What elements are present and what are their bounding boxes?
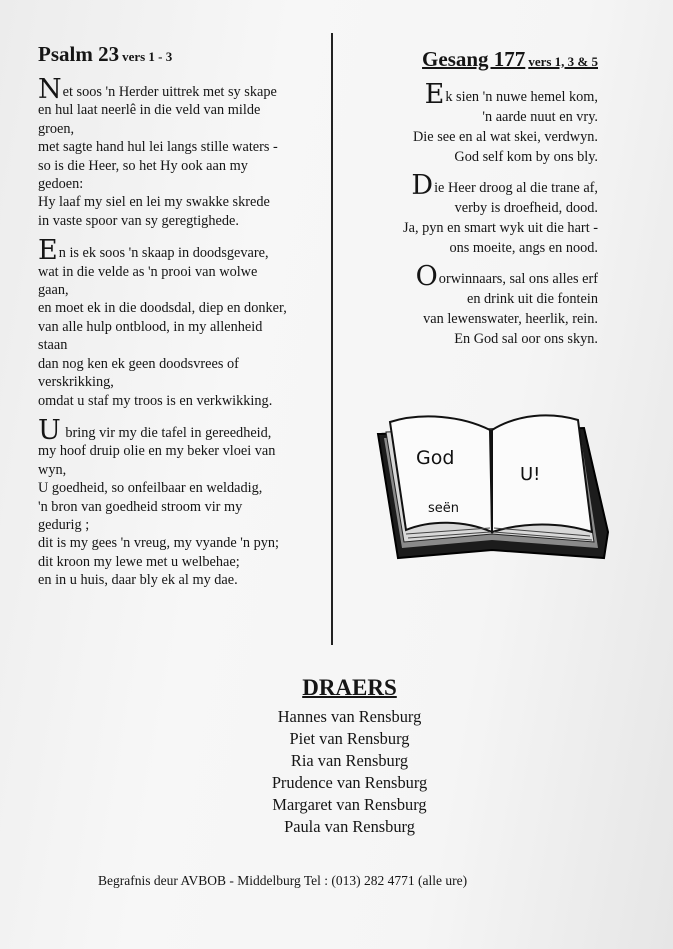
stanza-line: 'n aarde nuut en vry. (482, 109, 598, 125)
stanza-line: staan (38, 337, 68, 354)
stanza-line: Ja, pyn en smart wyk uit die hart - (403, 220, 598, 236)
stanza-first-line: et soos 'n Herder uittrek met sy skape (62, 84, 277, 100)
stanza-line: so is die Heer, so het Hy ook aan my (38, 157, 248, 174)
stanza-line: U goedheid, so onfeilbaar en weldadig, (38, 480, 263, 497)
bearers-title: DRAERS (302, 675, 397, 700)
stanza-line: omdat u staf my troos is en verkwikking. (38, 392, 273, 409)
hymn-stanza (346, 261, 598, 349)
stanza-line: met sagte hand hul lei langs stille waters - (38, 139, 278, 156)
hymn-title (346, 47, 598, 74)
stanza-line: gedurig ; (38, 516, 90, 533)
stanza-line: verby is droefheid, dood. (454, 200, 598, 216)
column-divider (331, 33, 333, 645)
dropcap-e: E (424, 79, 445, 110)
stanza-line: dit is my gees 'n vreug, my vyande 'n pyn; (38, 535, 280, 552)
stanza-line: Die see en al wat skei, verdwyn. (412, 129, 598, 145)
hymn-title-text: Gesang 177 (422, 47, 526, 71)
stanza-line: God self kom by ons bly. (454, 149, 598, 165)
bible-word-u: U! (520, 464, 541, 485)
bearers-section (0, 674, 673, 838)
stanza-line: van alle hulp ontblood, in my allenheid (38, 318, 263, 335)
stanza-line: groen, (38, 120, 75, 137)
stanza-first-line: n is ek soos 'n skaap in doodsgevare, (58, 245, 269, 262)
bearer-name: Ria van Rensburg (290, 751, 409, 770)
stanza-line: gaan, (38, 282, 69, 299)
stanza-line: verskrikking, (38, 374, 114, 391)
open-bible-illustration (372, 408, 610, 566)
stanza-line: wyn, (38, 461, 67, 478)
funeral-service-footer: Begrafnis deur AVBOB - Middelburg Tel : (013) 282 4771 (alle ure) (98, 873, 468, 888)
psalm-title (38, 42, 328, 69)
stanza-line: Hy laaf my siel en lei my swakke skrede (38, 194, 270, 211)
psalm-verses: vers 1 - 3 (122, 49, 173, 64)
stanza-line: ons moeite, angs en nood. (449, 240, 598, 256)
bible-word-god: God (416, 447, 455, 469)
bearer-name: Margaret van Rensburg (272, 795, 427, 814)
stanza-line: en moet ek in die doodsdal, diep en donker, (38, 300, 287, 317)
stanza-line: my hoof druip olie en my beker vloei van (38, 443, 276, 460)
stanza-line: 'n bron van goedheid stroom vir my (38, 498, 243, 515)
bearer-name: Prudence van Rensburg (271, 773, 428, 792)
hymn-stanza (346, 170, 598, 258)
hymn-verses: vers 1, 3 & 5 (528, 54, 598, 69)
dropcap-o: O (415, 261, 438, 292)
dropcap-d: D (411, 170, 434, 201)
stanza-line: gedoen: (38, 176, 84, 193)
stanza-line: en hul laat neerlê in die veld van milde (38, 102, 261, 119)
bible-word-seen: seën (428, 501, 460, 516)
stanza-first-line: bring vir my die tafel in gereedheid, (61, 424, 272, 441)
stanza-line: En God sal oor ons skyn. (454, 331, 598, 347)
dropcap-e: E (38, 235, 58, 267)
stanza-line: en drink uit die fontein (466, 291, 598, 307)
stanza-line: dit kroon my lewe met u welbehae; (38, 553, 240, 570)
dropcap-u: U (38, 414, 61, 446)
hymn-stanza (346, 79, 598, 167)
stanza-line: in vaste spoor van sy geregtighede. (38, 212, 239, 229)
psalm-column (38, 42, 328, 590)
psalm-stanza (38, 235, 328, 410)
stanza-line: en in u huis, daar bly ek al my dae. (38, 572, 238, 589)
stanza-line: van lewenswater, heerlik, rein. (423, 311, 598, 327)
bearer-name: Paula van Rensburg (284, 817, 415, 836)
bearer-name: Piet van Rensburg (289, 729, 410, 748)
dropcap-n: N (38, 74, 62, 105)
psalm-stanza (38, 74, 328, 230)
stanza-first-line: k sien 'n nuwe hemel kom, (445, 89, 598, 105)
hymn-column (346, 47, 598, 349)
stanza-line: wat in die velde as 'n prooi van wolwe (38, 263, 258, 280)
stanza-first-line: orwinnaars, sal ons alles erf (438, 271, 598, 287)
bearer-name: Hannes van Rensburg (277, 707, 422, 726)
stanza-line: dan nog ken ek geen doodsvrees of (38, 355, 239, 372)
psalm-title-text: Psalm 23 (38, 42, 120, 66)
psalm-stanza (38, 414, 328, 590)
stanza-first-line: ie Heer droog al die trane af, (434, 180, 598, 196)
